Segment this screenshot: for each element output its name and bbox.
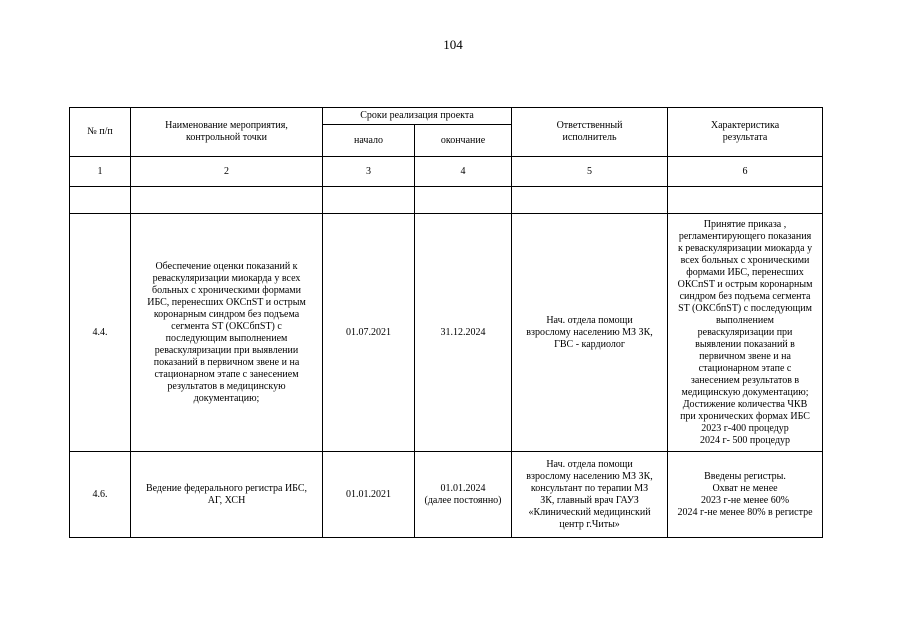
- project-plan-table: [69, 107, 823, 538]
- row-name: Ведение федерального регистра ИБС, АГ, ХСН: [131, 452, 323, 538]
- row-name: Обеспечение оценки показаний к реваскуляризации миокарда у всех больных с хроническими формами ИБС, перенесших ОКСпST и острым коронарным синдром без подъема сегмента ST (ОКСбпST) с последующим выполнением реваскуляризации при выявлении показаний в первичном звене и на стационарном этапе с занесением результатов в медицинскую документацию;: [131, 214, 323, 452]
- table-row: [70, 452, 823, 538]
- column-number: 2: [131, 157, 323, 187]
- row-result: Введены регистры. Охват не менее 2023 г-не менее 60% 2024 г-не менее 80% в регистре: [668, 452, 823, 538]
- header-row: [70, 108, 823, 125]
- column-number: 5: [512, 157, 668, 187]
- page-number: 104: [443, 37, 463, 52]
- row-end: 31.12.2024: [415, 214, 512, 452]
- column-number: 3: [323, 157, 415, 187]
- row-start: 01.07.2021: [323, 214, 415, 452]
- header-responsible: Ответственный исполнитель: [512, 108, 668, 157]
- empty-cell: [415, 187, 512, 214]
- row-end: 01.01.2024 (далее постоянно): [415, 452, 512, 538]
- header-num: № п/п: [70, 108, 131, 157]
- row-start: 01.01.2021: [323, 452, 415, 538]
- empty-row: [70, 187, 823, 214]
- column-number: 4: [415, 157, 512, 187]
- header-start: начало: [323, 125, 415, 157]
- empty-cell: [512, 187, 668, 214]
- header-result: Характеристика результата: [668, 108, 823, 157]
- header-name: Наименование мероприятия, контрольной точки: [131, 108, 323, 157]
- column-number: 1: [70, 157, 131, 187]
- header-deadlines: Сроки реализация проекта: [323, 108, 512, 125]
- column-number-row: [70, 157, 823, 187]
- header-end: окончание: [415, 125, 512, 157]
- row-responsible: Нач. отдела помощи взрослому населению МЗ ЗК, ГВС - кардиолог: [512, 214, 668, 452]
- empty-cell: [323, 187, 415, 214]
- empty-cell: [668, 187, 823, 214]
- row-num: 4.4.: [70, 214, 131, 452]
- empty-cell: [131, 187, 323, 214]
- row-responsible: Нач. отдела помощи взрослому населению МЗ ЗК, консультант по терапии МЗ ЗК, главный врач ГАУЗ «Клинический медицинский центр г.Читы»: [512, 452, 668, 538]
- row-result: Принятие приказа , регламентирующего показания к реваскуляризации миокарда у всех больных с хроническими формами ИБС, перенесших ОКСпST и острым коронарным синдром без подъема сегмента ST (ОКСбпST) с последующим выполнением реваскуляризации при выявлении показаний в первичном звене и на стационарном этапе с занесением результатов в медицинскую документацию; Достижение количества ЧКВ при хронических формах ИБС 2023 г-400 процедур 2024 г- 500 процедур: [668, 214, 823, 452]
- column-number: 6: [668, 157, 823, 187]
- empty-cell: [70, 187, 131, 214]
- table-row: [70, 214, 823, 452]
- row-num: 4.6.: [70, 452, 131, 538]
